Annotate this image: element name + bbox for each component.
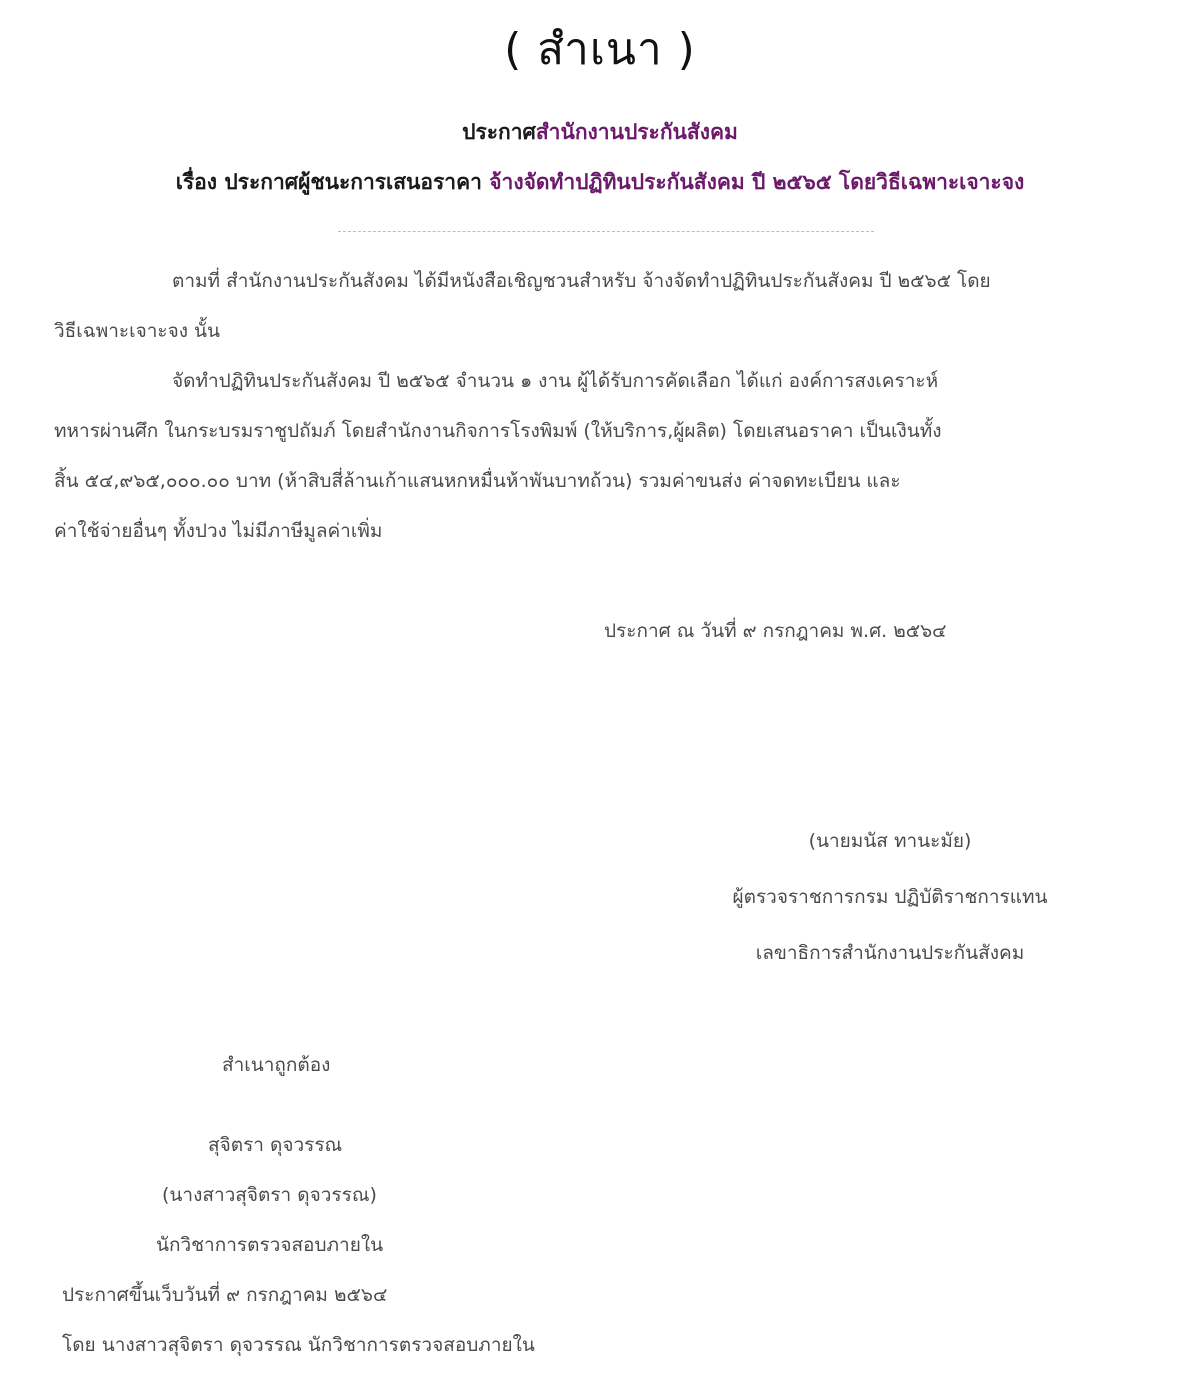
certified-copy-label: สำเนาถูกต้อง: [222, 1054, 331, 1076]
certifier-position: นักวิชาการตรวจสอบภายใน: [156, 1234, 384, 1256]
paragraph2-line2: ทหารผ่านศึก ในกระบรมราชูปถัมภ์ โดยสำนักงานกิจการโรงพิมพ์ (ให้บริการ,ผู้ผลิต) โดยเสนอราคา เป็นเงินทั้ง: [54, 420, 942, 442]
subject-project: จ้างจัดทำปฏิทินประกันสังคม ปี ๒๕๖๕ โดยวิธีเฉพาะเจาะจง: [489, 170, 1025, 194]
announcement-heading: [0, 116, 1200, 149]
announcement-date: ประกาศ ณ วันที่ ๙ กรกฎาคม พ.ศ. ๒๕๖๔: [604, 620, 947, 642]
certifier-full-name: (นางสาวสุจิตรา ดุจวรรณ): [162, 1184, 377, 1206]
signatory-position: ผู้ตรวจราชการกรม ปฏิบัติราชการแทน: [732, 886, 1048, 908]
divider-line: [338, 231, 874, 232]
paragraph2-line3: สิ้น ๕๔,๙๖๕,๐๐๐.๐๐ บาท (ห้าสิบสี่ล้านเก้าแสนหกหมื่นห้าพันบาทถ้วน) รวมค่าขนส่ง ค่าจดทะเบียน และ: [54, 470, 901, 492]
paragraph1-line1: ตามที่ สำนักงานประกันสังคม ได้มีหนังสือเชิญชวนสำหรับ จ้างจัดทำปฏิทินประกันสังคม ปี ๒๕๖๕ โดย: [172, 270, 991, 292]
heading-organization: สำนักงานประกันสังคม: [535, 120, 738, 144]
announcement-subject: [0, 166, 1200, 199]
signatory-organization: เลขาธิการสำนักงานประกันสังคม: [755, 942, 1025, 964]
subject-prefix: เรื่อง ประกาศผู้ชนะการเสนอราคา: [175, 170, 482, 194]
heading-prefix: ประกาศ: [462, 120, 536, 144]
paragraph2-line1: จัดทำปฏิทินประกันสังคม ปี ๒๕๖๕ จำนวน ๑ งาน ผู้ได้รับการคัดเลือก ได้แก่ องค์การสงเคราะห์: [172, 370, 939, 392]
web-posted-date: ประกาศขึ้นเว็บวันที่ ๙ กรกฎาคม ๒๕๖๔: [62, 1284, 388, 1306]
paragraph1-line2: วิธีเฉพาะเจาะจง นั้น: [54, 320, 221, 342]
signatory-name: (นายมนัส ทานะมัย): [808, 830, 972, 852]
certifier-signature: สุจิตรา ดุจวรรณ: [208, 1134, 343, 1156]
web-posted-by: โดย นางสาวสุจิตรา ดุจวรรณ นักวิชาการตรวจสอบภายใน: [62, 1334, 535, 1356]
document-title: ( สำเนา ): [504, 24, 696, 75]
paragraph2-line4: ค่าใช้จ่ายอื่นๆ ทั้งปวง ไม่มีภาษีมูลค่าเพิ่ม: [54, 520, 383, 542]
